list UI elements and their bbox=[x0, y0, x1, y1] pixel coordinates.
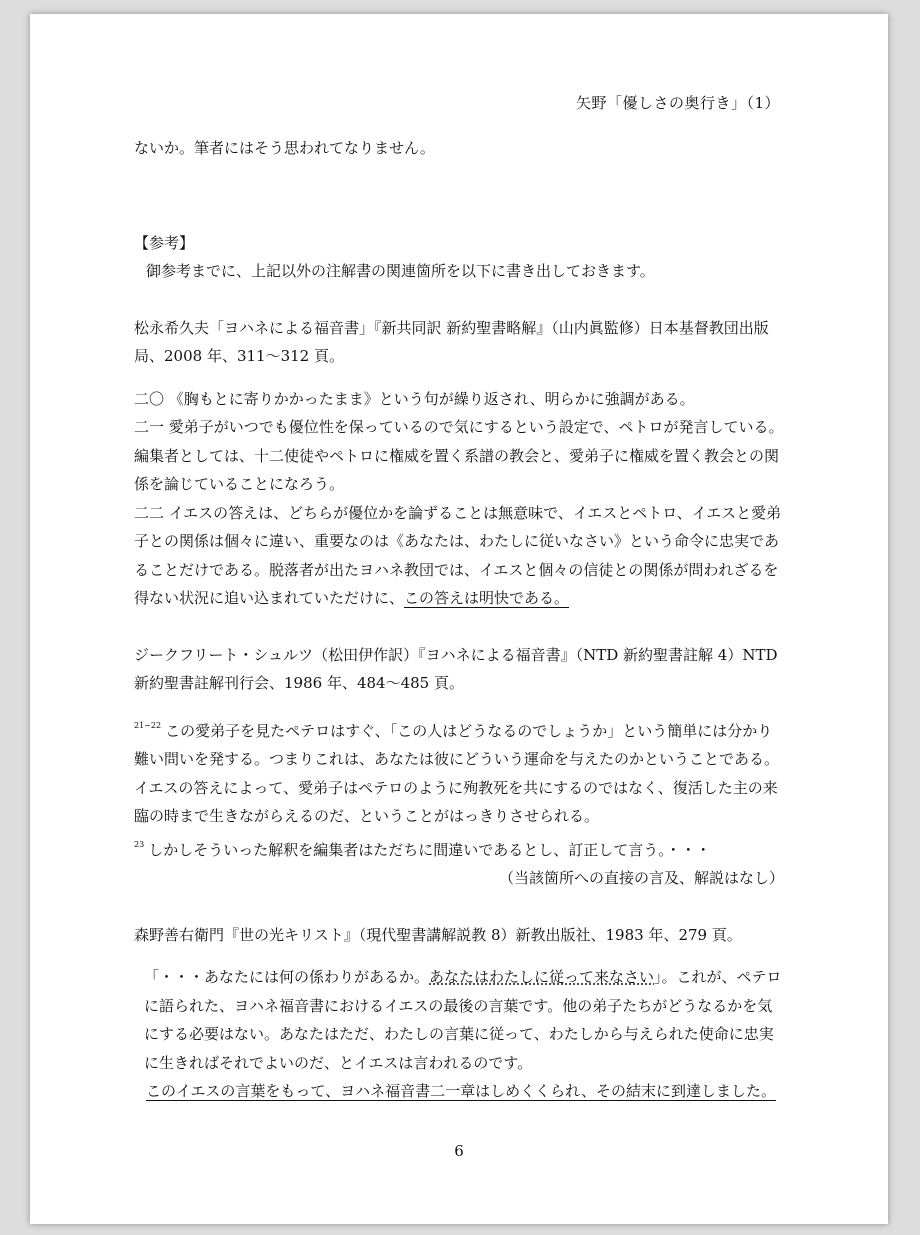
page-body bbox=[134, 134, 784, 1106]
matsunaga-verse-22-text: 二二 イエスの答えは、どちらが優位かを論ずることは無意味で、イエスとペトロ、イエスと愛弟子との関係は個々に違い、重要なのは《あなたは、わたしに従いなさい》という命令に忠実であることだけである。脱落者が出たヨハネ教団では、イエスと個々の信徒との関係が問われざるを得ない状況に追い込まれていただけに、 bbox=[134, 503, 782, 607]
morino-emphasized-phrase: あなたはわたしに従って来なさい bbox=[429, 968, 655, 986]
matsunaga-verse-21: 二一 愛弟子がいつでも優位性を保っているので気にするという設定で、ペトロが発言している。編集者としては、十二使徒やペトロに権威を置く系譜の教会と、愛弟子に権威を置く教会との関係を論じていることになろう。 bbox=[134, 418, 784, 493]
reference-intro: 御参考までに、上記以外の注解書の関連箇所を以下に書き出しておきます。 bbox=[146, 262, 655, 280]
morino-paragraph bbox=[134, 963, 784, 1077]
reference-heading: 【参考】 bbox=[134, 233, 195, 252]
citation-schulz: ジークフリート・シュルツ（松田伊作訳）『ヨハネによる福音書』（NTD 新約聖書註解 4）NTD 新約聖書註解刊行会、1986 年、484〜485 頁。 bbox=[134, 645, 778, 692]
verse-number-21-22: 21−22 bbox=[134, 720, 162, 730]
morino-closing bbox=[134, 1077, 784, 1106]
schulz-verse-23-text: しかしそういった解釈を編集者はただちに間違いであるとし、訂正して言う。・・・ bbox=[148, 840, 711, 859]
matsunaga-verse-22 bbox=[134, 499, 784, 613]
citation-morino: 森野善右衛門『世の光キリスト』（現代聖書講解説教 8）新教出版社、1983 年、279 頁。 bbox=[134, 925, 742, 944]
page-number: 6 bbox=[454, 1142, 464, 1160]
schulz-note: （当該箇所への直接の言及、解説はなし） bbox=[498, 869, 784, 887]
running-header: 矢野「優しさの奥行き」（1） bbox=[575, 94, 780, 112]
matsunaga-underlined-phrase: この答えは明快である。 bbox=[404, 589, 570, 607]
document-page bbox=[30, 14, 888, 1224]
intro-line: ないか。筆者にはそう思われてなりません。 bbox=[134, 139, 435, 157]
citation-matsunaga: 松永希久夫「ヨハネによる福音書」『新共同訳 新約聖書略解』（山内眞監修）日本基督教団出版局、2008 年、311〜312 頁。 bbox=[134, 318, 769, 365]
morino-quote-start: 「・・・あなたには何の係わりがあるか。 bbox=[144, 968, 430, 986]
verse-number-23: 23 bbox=[134, 839, 145, 849]
schulz-verse-21-22-text: この愛弟子を見たペテロはすぐ、「この人はどうなるのでしょうか」という簡単には分かり難い問いを発する。つまりこれは、あなたは彼にどういう運命を与えたのかということである。イエスの答えによって、愛弟子はペテロのように殉教死を共にするのではなく、復活した主の来臨の時まで生きながらえるのだ、ということがはっきりさせられる。 bbox=[134, 721, 780, 825]
schulz-verse-23 bbox=[134, 831, 784, 865]
morino-quote-rest: 」。これが、ペテロに語られた、ヨハネ福音書におけるイエスの最後の言葉です。他の弟子たちがどうなるかを気にする必要はない。あなたはただ、わたしの言葉に従って、わたしから与えられた使命に忠実に生きればそれでよいのだ、とイエスは言われるのです。 bbox=[144, 968, 782, 1072]
morino-closing-text: このイエスの言葉をもって、ヨハネ福音書二一章はしめくくられ、その結末に到達しました。 bbox=[146, 1082, 777, 1100]
matsunaga-verse-20: 二〇 《胸もとに寄りかかったまま》という句が繰り返され、明らかに強調がある。 bbox=[134, 389, 695, 408]
schulz-verse-21-22 bbox=[134, 712, 784, 831]
